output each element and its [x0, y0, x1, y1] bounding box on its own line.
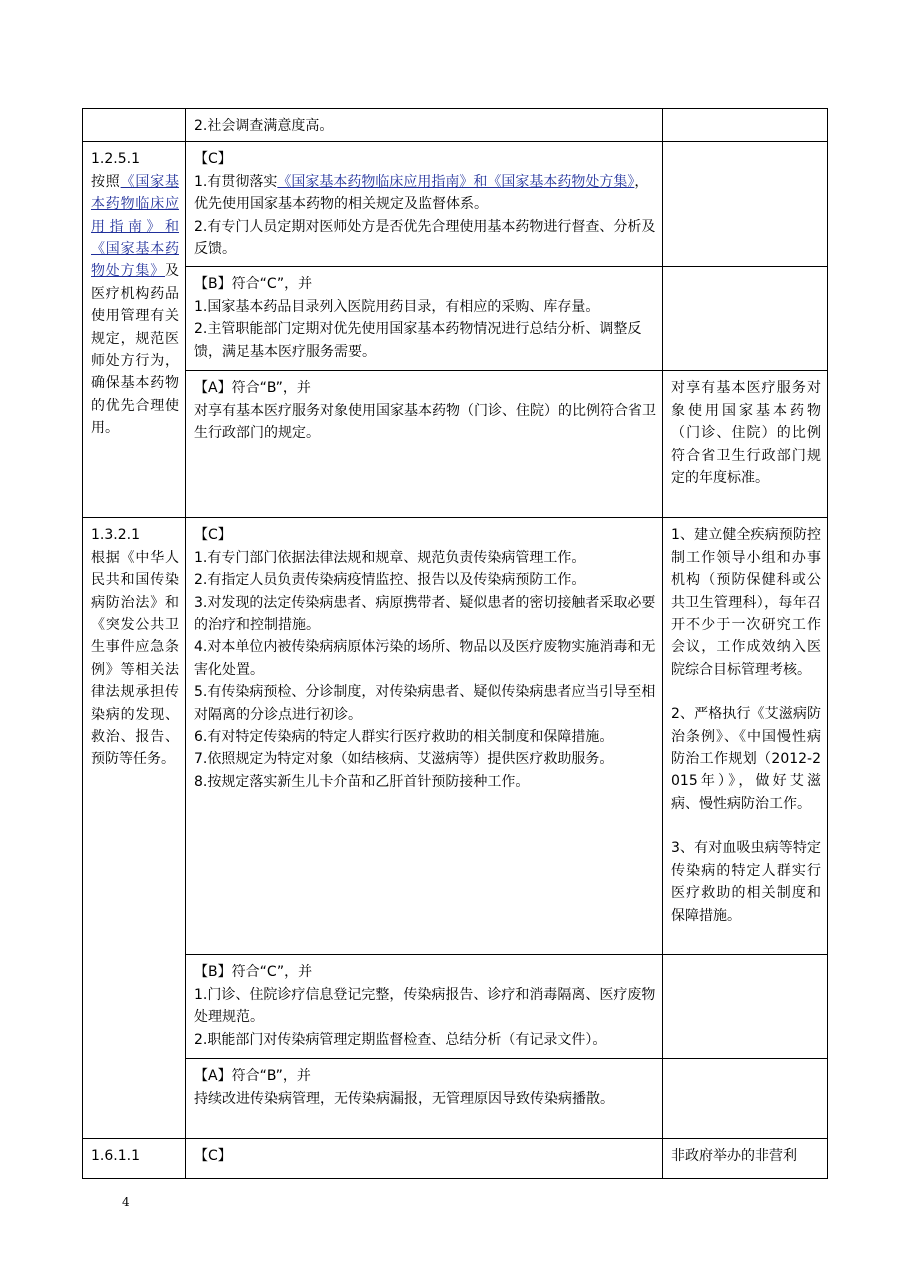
- grade-a-cell: [186, 371, 663, 518]
- grade-c-header: 【C】: [194, 151, 232, 168]
- grade-b-item: 1.门诊、住院诊疗信息登记完整，传染病报告、诊疗和消毒隔离、医疗废物处理规范。: [194, 986, 656, 1026]
- grade-c-item: 8.按规定落实新生儿卡介苗和乙肝首针预防接种工作。: [194, 773, 530, 790]
- table-row: [83, 518, 828, 955]
- page-number: 4: [122, 1195, 130, 1209]
- grade-a-cell: [186, 1059, 663, 1139]
- grade-c-item: 7.依照规定为特定对象（如结核病、艾滋病等）提供医疗救助服务。: [194, 751, 614, 768]
- note-text: 2、严格执行《艾滋病防治条例》、《中国慢性病防治工作规划（2012-2015年）》，做好艾滋病、慢性病防治工作。: [671, 706, 821, 812]
- grade-c-item: 6.有对特定传染病的特定人群实行医疗救助的相关制度和保障措施。: [194, 729, 614, 746]
- grade-c-cell: [186, 1139, 663, 1179]
- standards-table: [82, 108, 828, 1179]
- standard-code: 1.3.2.1: [91, 527, 140, 544]
- table-row: [83, 955, 828, 1059]
- standard-cell-1321: [83, 518, 186, 1139]
- grade-b-header: 【B】符合“C”，并: [194, 276, 313, 293]
- note-cell: [663, 142, 828, 267]
- standard-code: 1.2.5.1: [91, 151, 140, 168]
- standard-cell-1251: [83, 142, 186, 518]
- grade-b-item: 2.主管职能部门定期对优先使用国家基本药物情况进行总结分析、调整反馈，满足基本医疗服务需要。: [194, 321, 642, 360]
- grade-b-header: 【B】符合“C”，并: [194, 964, 313, 981]
- grade-c-item: 4.对本单位内被传染病病原体污染的场所、物品以及医疗废物实施消毒和无害化处置。: [194, 639, 656, 678]
- grade-c-item: [194, 171, 656, 216]
- table-row: [83, 1059, 828, 1139]
- note-cell: [663, 955, 828, 1059]
- grade-c-item: 5.有传染病预检、分诊制度，对传染病患者、疑似传染病患者应当引导至相对隔离的分诊点进行初诊。: [194, 684, 656, 723]
- content-line: 2.社会调查满意度高。: [194, 118, 334, 134]
- grade-c-item: 3.对发现的法定传染病患者、病原携带者、疑似患者的密切接触者采取必要的治疗和控制措施。: [194, 594, 656, 634]
- grade-a-item: 持续改进传染病管理，无传染病漏报，无管理原因导致传染病播散。: [194, 1090, 614, 1107]
- item-text-post: ，优先使用国家基本药物的相关规定及监督体系。: [194, 173, 649, 213]
- grade-a-header: 【A】符合“B”，并: [194, 1068, 311, 1085]
- note-text: 非政府举办的非营利: [671, 1148, 797, 1165]
- standard-desc: 根据《中华人民共和国传染病防治法》和《突发公共卫生事件应急条例》等相关法律法规承担传染病的发现、救治、报告、预防等任务。: [91, 549, 179, 768]
- table-row: [83, 371, 828, 518]
- note-cell: [663, 371, 828, 518]
- note-cell: [663, 1139, 828, 1179]
- item-text-pre: 1.有贯彻落实: [194, 173, 278, 190]
- grade-b-cell: [186, 267, 663, 371]
- grade-c-cell: [186, 518, 663, 955]
- table-row: [83, 267, 828, 371]
- grade-c-item: 1.有专门部门依据法律法规和规章、规范负责传染病管理工作。: [194, 549, 586, 566]
- standard-desc-pre: 按照: [91, 173, 121, 190]
- content-cell: [186, 109, 663, 142]
- grade-b-item: 1.国家基本药品目录列入医院用药目录，有相应的采购、库存量。: [194, 298, 600, 315]
- grade-a-item: 对享有基本医疗服务对象使用国家基本药物（门诊、住院）的比例符合省卫生行政部门的规定。: [194, 402, 656, 442]
- note-cell: [663, 109, 828, 142]
- grade-c-item: 2.有指定人员负责传染病疫情监控、报告以及传染病预防工作。: [194, 572, 586, 589]
- note-cell: [663, 267, 828, 371]
- note-text: 对享有基本医疗服务对象使用国家基本药物（门诊、住院）的比例符合省卫生行政部门规定的年度标准。: [671, 380, 821, 487]
- note-text: 1、建立健全疾病预防控制工作领导小组和办事机构（预防保健科或公共卫生管理科），每年召开不少于一次研究工作会议，工作成效纳入医院综合目标管理考核。: [671, 527, 821, 678]
- grade-b-cell: [186, 955, 663, 1059]
- standard-desc-post: 及医疗机构药品使用管理有关规定，规范医师处方行为，确保基本药物的优先合理使用。: [91, 263, 179, 437]
- grade-c-item: 2.有专门人员定期对医师处方是否优先合理使用基本药物进行督查、分析及反馈。: [194, 218, 656, 258]
- grade-a-header: 【A】符合“B”，并: [194, 380, 311, 397]
- guide-link[interactable]: 《国家基本药物临床应用指南》和《国家基本药物处方集》: [91, 173, 180, 280]
- grade-c-header: 【C】: [194, 527, 232, 544]
- standard-cell-1611: [83, 1139, 186, 1179]
- table-row: [83, 142, 828, 267]
- grade-c-header: 【C】: [194, 1148, 232, 1165]
- guide-link[interactable]: 《国家基本药物临床应用指南》和《国家基本药物处方集》: [277, 173, 635, 190]
- note-text: 3、有对血吸虫病等特定传染病的特定人群实行医疗救助的相关制度和保障措施。: [671, 840, 821, 924]
- standard-code: 1.6.1.1: [91, 1148, 140, 1165]
- table-row: [83, 109, 828, 142]
- grade-b-item: 2.职能部门对传染病管理定期监督检查、总结分析（有记录文件）。: [194, 1031, 607, 1048]
- table-row: [83, 1139, 828, 1179]
- grade-c-cell: [186, 142, 663, 267]
- note-cell: [663, 1059, 828, 1139]
- code-cell: [83, 109, 186, 142]
- note-cell: [663, 518, 828, 955]
